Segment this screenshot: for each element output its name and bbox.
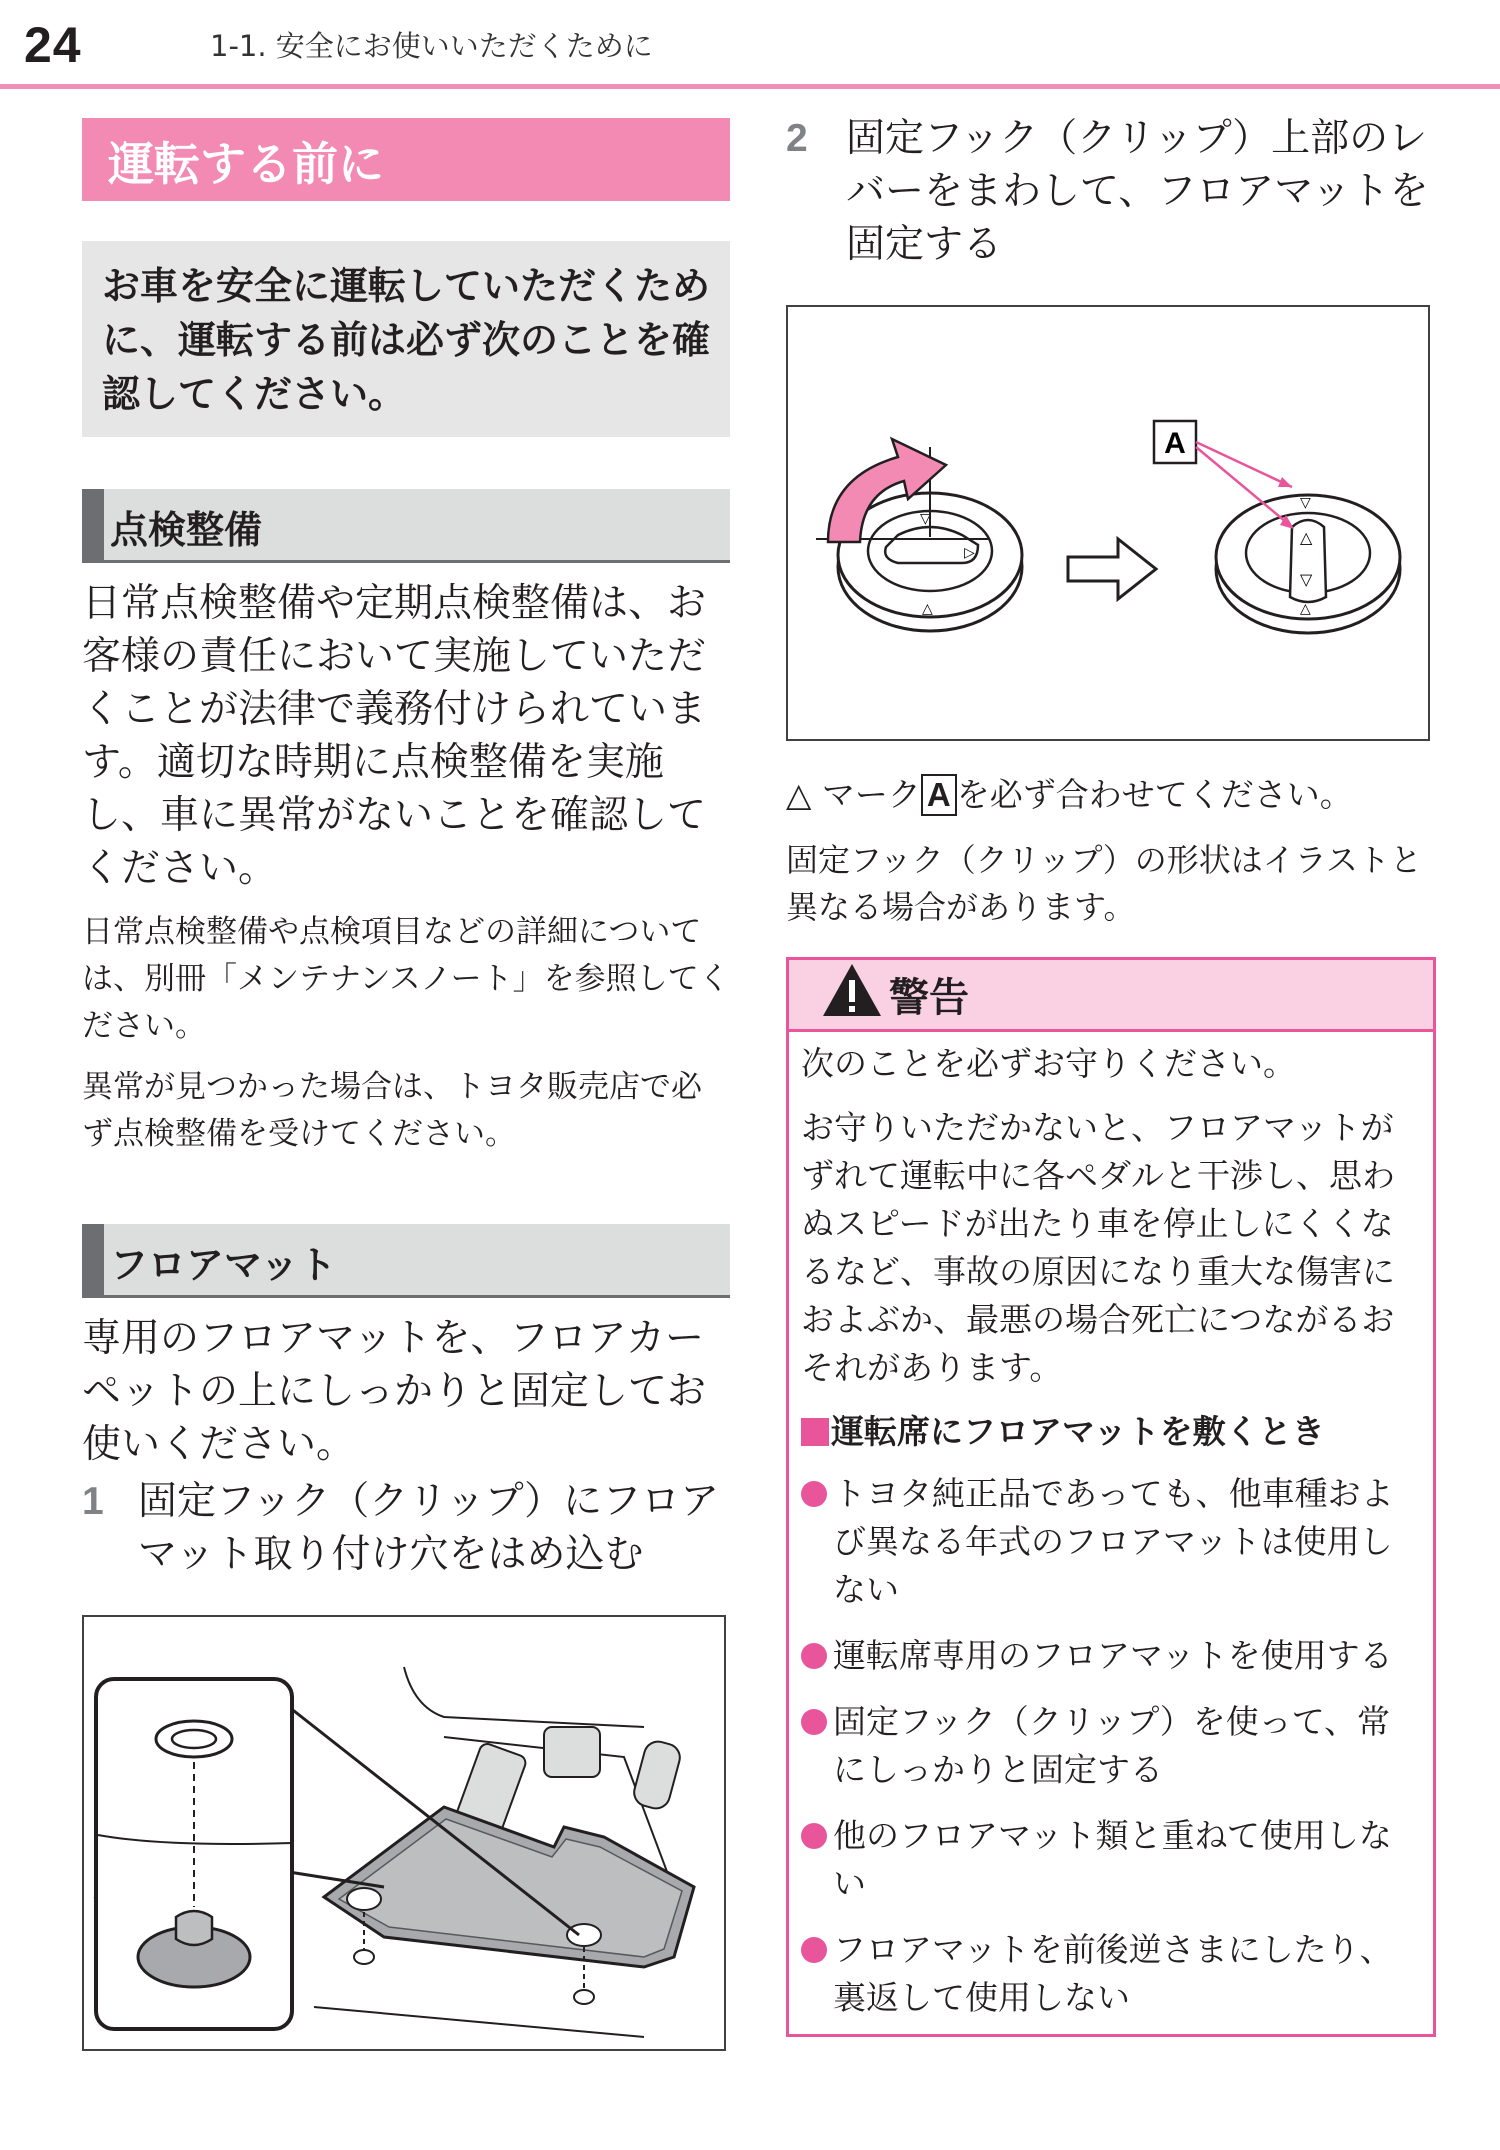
warning-consequence: お守りいただかないと、フロアマットがずれて運転中に各ペダルと干渉し、思わぬスピードが出たり車を停止しにくくなるなど、事故の原因になり重大な傷害におよぶか、最悪の場合死亡につながるおそれがあります。 bbox=[801, 1108, 1395, 1387]
header-rule bbox=[0, 84, 1500, 89]
warning-item bbox=[801, 1812, 1415, 1908]
warning-item-text: 他のフロアマット類と重ねて使用しない bbox=[833, 1816, 1392, 1903]
inspection-dealer-note: 異常が見つかった場合は、トヨタ販売店で必ず点検整備を受けてください。 bbox=[82, 1069, 702, 1152]
svg-text:▽: ▽ bbox=[920, 511, 931, 527]
svg-text:△: △ bbox=[1300, 601, 1311, 617]
square-bullet-icon bbox=[801, 1418, 829, 1446]
bullet-dot-icon bbox=[801, 1481, 827, 1507]
right-column bbox=[786, 112, 1436, 2037]
clip-shape-note: 固定フック（クリップ）の形状はイラストと異なる場合があります。 bbox=[786, 841, 1422, 926]
step-1-text: 固定フック（クリップ）にフロアマット取り付け穴をはめ込む bbox=[138, 1479, 720, 1577]
warning-subheading-text: 運転席にフロアマットを敷くとき bbox=[831, 1412, 1325, 1451]
warning-subheading bbox=[801, 1408, 1415, 1456]
floormat-clip-illustration bbox=[82, 1615, 726, 2051]
left-column bbox=[82, 118, 730, 2051]
warning-item-text: フロアマットを前後逆さまにしたり、裏返して使用しない bbox=[833, 1930, 1393, 2017]
warning-box bbox=[786, 957, 1436, 2037]
warning-item-text: 固定フック（クリップ）を使って、常にしっかりと固定する bbox=[833, 1702, 1391, 1789]
lead-box: お車を安全に運転していただくために、運転する前は必ず次のことを確認してください。 bbox=[82, 241, 730, 437]
warning-item bbox=[801, 1470, 1415, 1614]
caption-text-post: を必ず合わせてください。 bbox=[956, 775, 1353, 814]
warning-icon bbox=[821, 962, 883, 1028]
warning-item-text: 運転席専用のフロアマットを使用する bbox=[833, 1636, 1393, 1675]
warning-intro: 次のことを必ずお守りください。 bbox=[801, 1044, 1296, 1083]
step-1 bbox=[82, 1475, 730, 1581]
warning-item-text: トヨタ純正品であっても、他車種および異なる年式のフロアマットは使用しない bbox=[833, 1474, 1394, 1609]
bullet-dot-icon bbox=[801, 1643, 827, 1669]
step-2-number: 2 bbox=[786, 117, 808, 160]
step-2-text: 固定フック（クリップ）上部のレバーをまわして、フロアマットを固定する bbox=[846, 116, 1429, 267]
svg-text:△: △ bbox=[1300, 528, 1313, 547]
warning-header bbox=[789, 960, 1433, 1032]
inspection-body: 日常点検整備や定期点検整備は、お客様の責任において実施していただくことが法律で義務付けられています。適切な時期に点検整備を実施し、車に異常がないことを確認してください。 bbox=[82, 581, 707, 891]
bullet-dot-icon bbox=[801, 1709, 827, 1735]
svg-text:▷: ▷ bbox=[964, 545, 975, 561]
figure-label-a: A bbox=[1164, 427, 1186, 460]
svg-text:▽: ▽ bbox=[1300, 495, 1311, 511]
bullet-dot-icon bbox=[801, 1937, 827, 1963]
floormat-body: 専用のフロアマットを、フロアカーペットの上にしっかりと固定してお使いください。 bbox=[82, 1316, 707, 1467]
inspection-note: 日常点検整備や点検項目などの詳細については、別冊「メンテナンスノート」を参照してください。 bbox=[82, 914, 730, 1044]
svg-text:△: △ bbox=[922, 601, 933, 617]
inspection-heading: 点検整備 bbox=[82, 489, 730, 563]
warning-item bbox=[801, 1926, 1415, 2022]
floormat-heading: フロアマット bbox=[82, 1224, 730, 1298]
caption-text-pre: △ マーク bbox=[786, 775, 921, 814]
step-2 bbox=[786, 112, 1436, 271]
mark-caption bbox=[786, 771, 1436, 819]
step-1-number: 1 bbox=[82, 1480, 104, 1523]
clip-rotation-illustration bbox=[786, 305, 1430, 741]
warning-item bbox=[801, 1698, 1415, 1794]
warning-item bbox=[801, 1632, 1415, 1680]
bullet-dot-icon bbox=[801, 1823, 827, 1849]
caption-label-a: A bbox=[921, 774, 957, 816]
warning-title: 警告 bbox=[889, 975, 969, 1021]
page-number: 24 bbox=[24, 17, 82, 73]
warning-body bbox=[789, 1032, 1433, 2034]
svg-text:▽: ▽ bbox=[1300, 570, 1313, 589]
running-head: 1-1. 安全にお使いいただくために bbox=[210, 29, 653, 63]
section-title: 運転する前に bbox=[82, 118, 730, 201]
